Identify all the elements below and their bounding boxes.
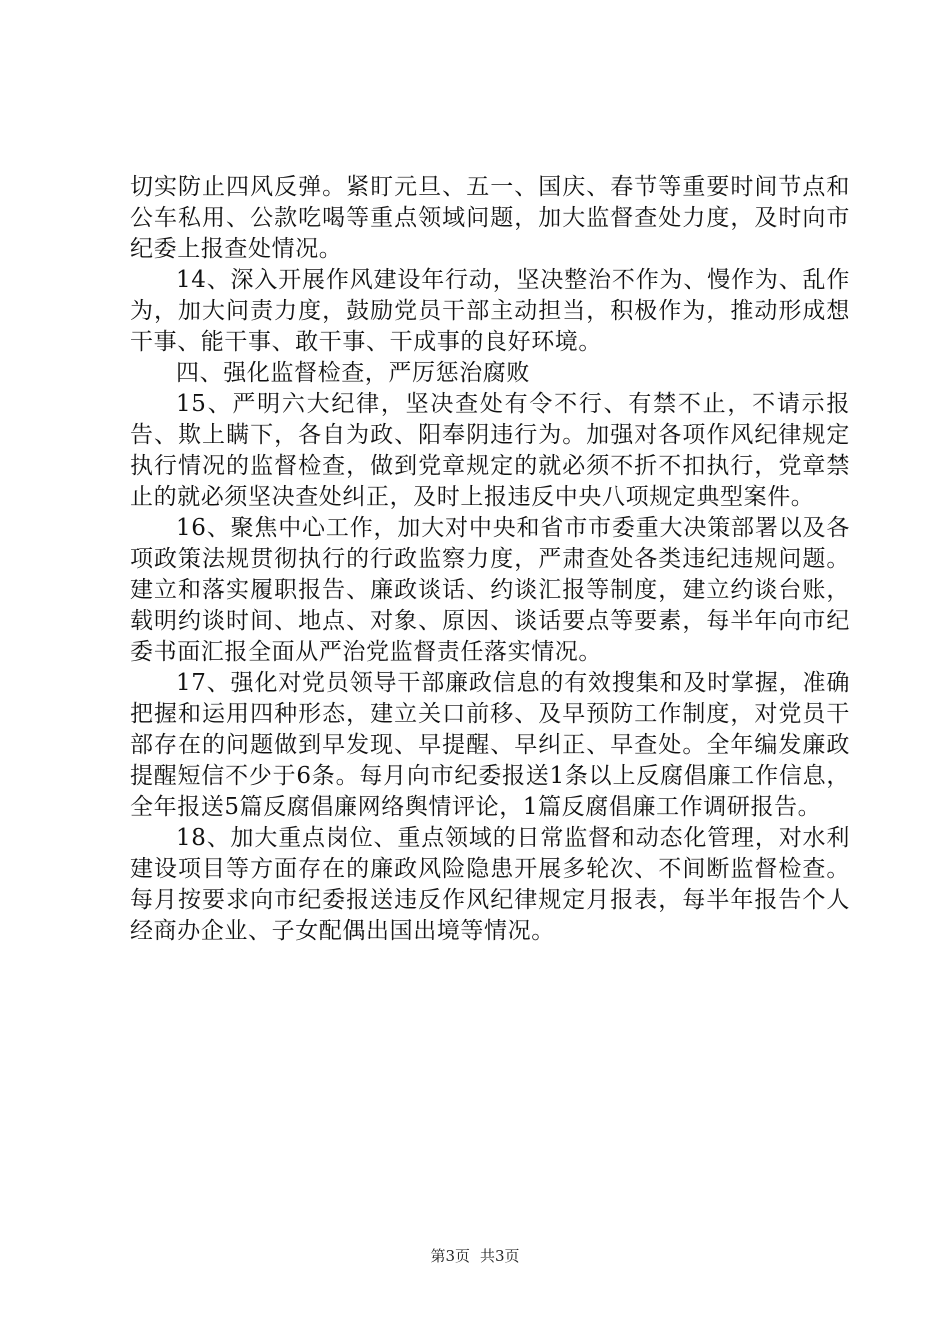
section-heading-4: 四、强化监督检查，严厉惩治腐败 (176, 360, 530, 386)
paragraph-item-18: 18、加大重点岗位、重点领域的日常监督和动态化管理，对水利建设项目等方面存在的廉政风险隐患开展多轮次、不间断监督检查。每月按要求向市纪委报送违反作风纪律规定月报表，每半年报告个人经商办企业、子女配偶出国出境等情况。 (130, 825, 850, 944)
paragraph-item-17: 17、强化对党员领导干部廉政信息的有效搜集和及时掌握，准确把握和运用四种形态，建立关口前移、及早预防工作制度，对党员干部存在的问题做到早发现、早提醒、早纠正、早查处。全年编发廉政提醒短信不少于6条。每月向市纪委报送1条以上反腐倡廉工作信息，全年报送5篇反腐倡廉网络舆情评论，1篇反腐倡廉工作调研报告。 (130, 670, 850, 820)
paragraph-continuation: 切实防止四风反弹。紧盯元旦、五一、国庆、春节等重要时间节点和公车私用、公款吃喝等重点领域问题，加大监督查处力度，及时向市纪委上报查处情况。 (130, 174, 850, 262)
page-total: 共3页 (480, 1247, 520, 1265)
page-footer (0, 1245, 950, 1266)
paragraph-item-14: 14、深入开展作风建设年行动，坚决整治不作为、慢作为、乱作为，加大问责力度，鼓励党员干部主动担当，积极作为，推动形成想干事、能干事、敢干事、干成事的良好环境。 (130, 267, 850, 355)
paragraph-item-16: 16、聚焦中心工作，加大对中央和省市市委重大决策部署以及各项政策法规贯彻执行的行政监察力度，严肃查处各类违纪违规问题。建立和落实履职报告、廉政谈话、约谈汇报等制度，建立约谈台账，载明约谈时间、地点、对象、原因、谈话要点等要素，每半年向市纪委书面汇报全面从严治党监督责任落实情况。 (130, 515, 850, 665)
page-number: 第3页 (430, 1247, 470, 1265)
paragraph-item-15: 15、严明六大纪律，坚决查处有令不行、有禁不止，不请示报告、欺上瞒下，各自为政、阳奉阴违行为。加强对各项作风纪律规定执行情况的监督检查，做到党章规定的就必须不折不扣执行，党章禁止的就必须坚决查处纠正，及时上报违反中央八项规定典型案件。 (130, 391, 850, 510)
document-body (130, 172, 850, 947)
